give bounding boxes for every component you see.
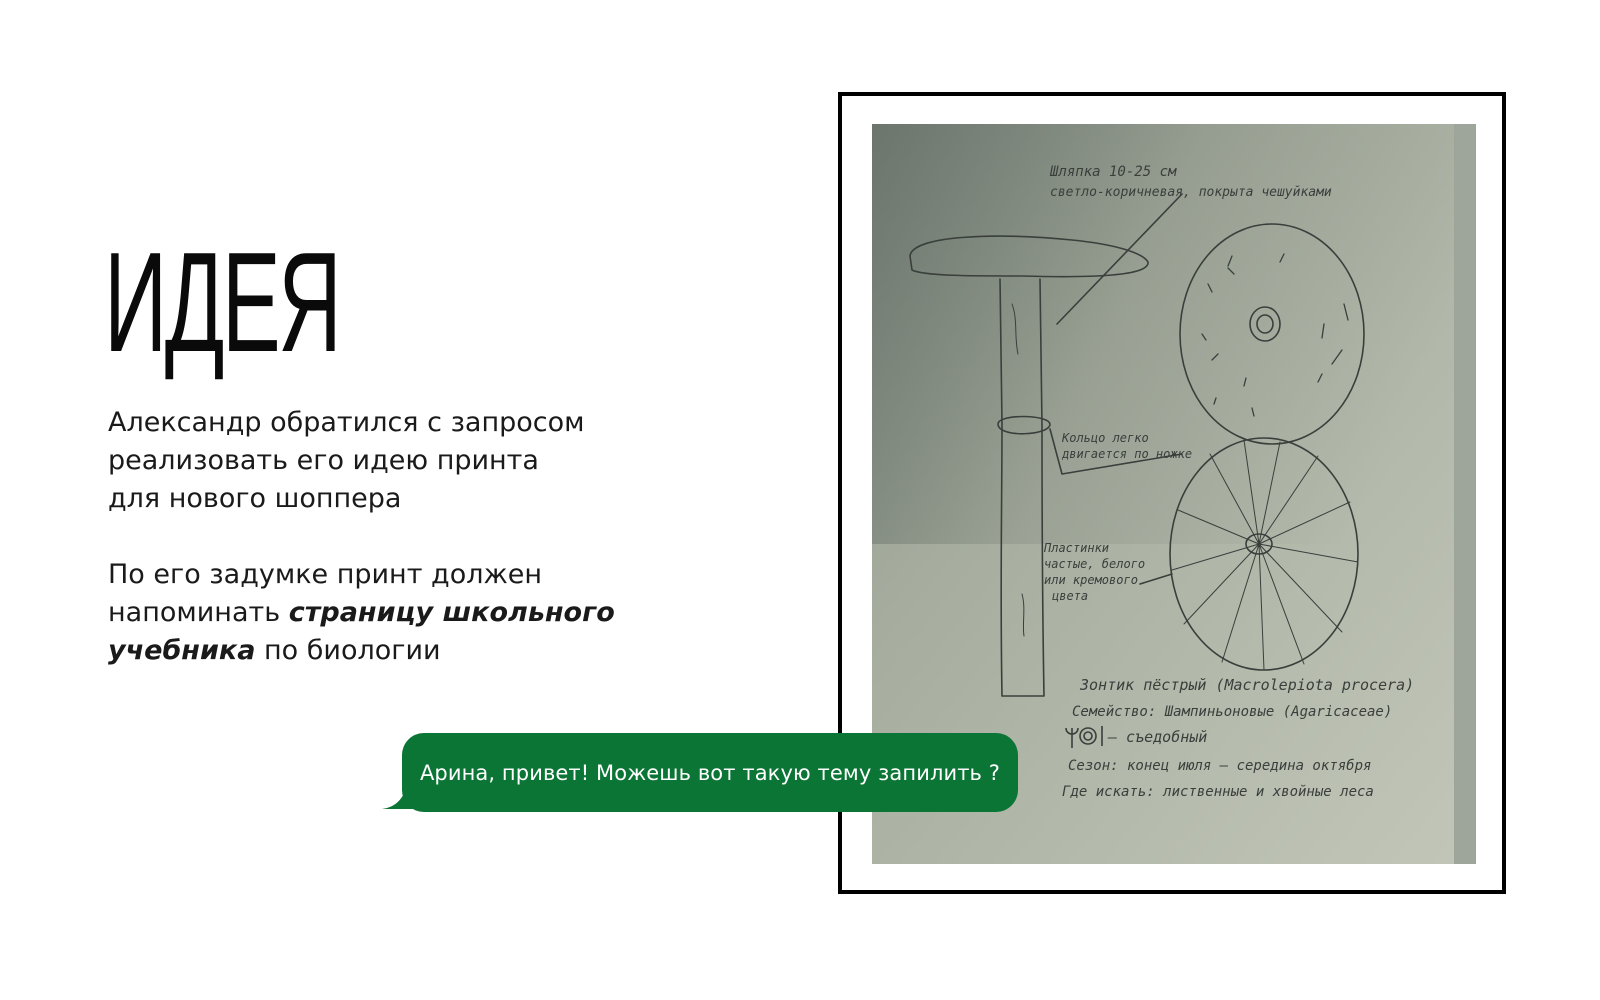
concept-line-2: напоминать — [108, 597, 289, 628]
gills-note-line-4: цвета — [1052, 589, 1089, 603]
gills-note-line-1: Пластинки — [1044, 541, 1110, 555]
intro-line-2: реализовать его идею принта — [108, 445, 539, 476]
concept-emphasis-1: страницу школьного — [288, 597, 615, 628]
concept-emphasis-2: учебника — [108, 635, 256, 666]
gills-note-line-3: или кремового — [1044, 573, 1138, 587]
concept-line-3: по биологии — [255, 635, 441, 666]
concept-paragraph — [108, 556, 668, 670]
cap-note-line-2: светло-коричневая, покрыта чешуйками — [1050, 185, 1332, 200]
page-title: ИДЕЯ — [104, 223, 340, 382]
cap-note-line-1: Шляпка 10-25 см — [1050, 164, 1177, 180]
where-label: Где искать: лиственные и хвойные леса — [1062, 784, 1374, 800]
gills-note-line-2: частые, белого — [1044, 557, 1146, 571]
edible-label: – съедобный — [1108, 728, 1208, 746]
concept-line-1: По его задумке принт должен — [108, 559, 543, 590]
species-name: Зонтик пёстрый (Macrolepiota procera) — [1080, 676, 1415, 694]
intro-paragraph — [108, 404, 668, 518]
intro-line-1: Александр обратился с запросом — [108, 407, 585, 438]
ring-note-line-2: двигается по ножке — [1062, 447, 1193, 461]
intro-line-3: для нового шоппера — [108, 483, 402, 514]
species-family: Семейство: Шампиньоновые (Agaricaceae) — [1072, 704, 1393, 720]
chat-message-text: Арина, привет! Можешь вот такую тему запилить ? — [419, 760, 1001, 785]
season-label: Сезон: конец июля – середина октября — [1068, 758, 1372, 774]
chat-message-bubble — [402, 733, 1018, 812]
ring-note-line-1: Кольцо легко — [1062, 431, 1149, 445]
